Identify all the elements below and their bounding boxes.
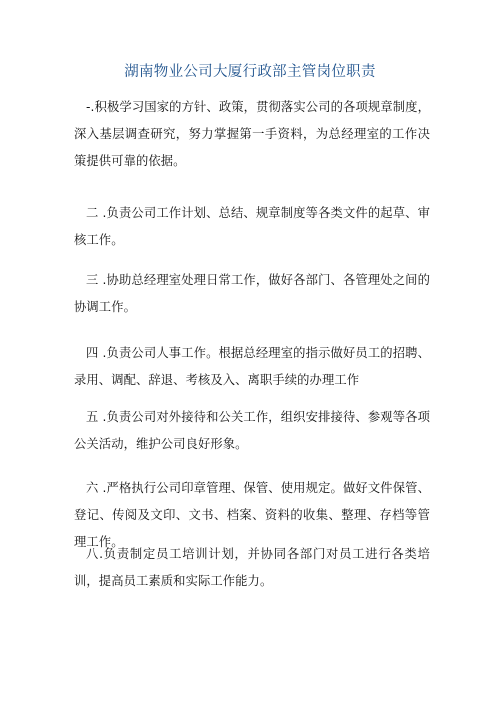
document-title: 湖南物业公司大厦行政部主管岗位职责	[124, 64, 376, 80]
duty-paragraph-6: 六 .严格执行公司印章管理、保管、使用规定。做好文件保管、登记、传阅及文印、文书、档案、资料的收集、整理、存档等管理工作。	[74, 481, 430, 549]
duty-paragraph-7: 八.负责制定员工培训计划，并协同各部门对员工进行各类培训，提高员工素质和实际工作能力。	[74, 547, 430, 588]
duty-paragraph-1: -.积极学习国家的方针、政策，贯彻落实公司的各项规章制度，深入基层调查研究，努力掌握第一手资料，为总经理室的工作决策提供可靠的依据。	[74, 100, 430, 168]
duty-paragraph-5: 五 .负责公司对外接待和公关工作，组织安排接待、参观等各项公关活动，维护公司良好形象。	[74, 410, 430, 451]
duty-paragraph-3: 三 .协助总经理室处理日常工作，做好各部门、各管理处之间的协调工作。	[74, 273, 430, 314]
duty-paragraph-2: 二 .负责公司工作计划、总结、规章制度等各类文件的起草、审核工作。	[74, 206, 430, 247]
duty-paragraph-4: 四 .负责公司人事工作。根据总经理室的指示做好员工的招聘、录用、调配、辞退、考核及入、离职手续的办理工作	[74, 346, 430, 387]
